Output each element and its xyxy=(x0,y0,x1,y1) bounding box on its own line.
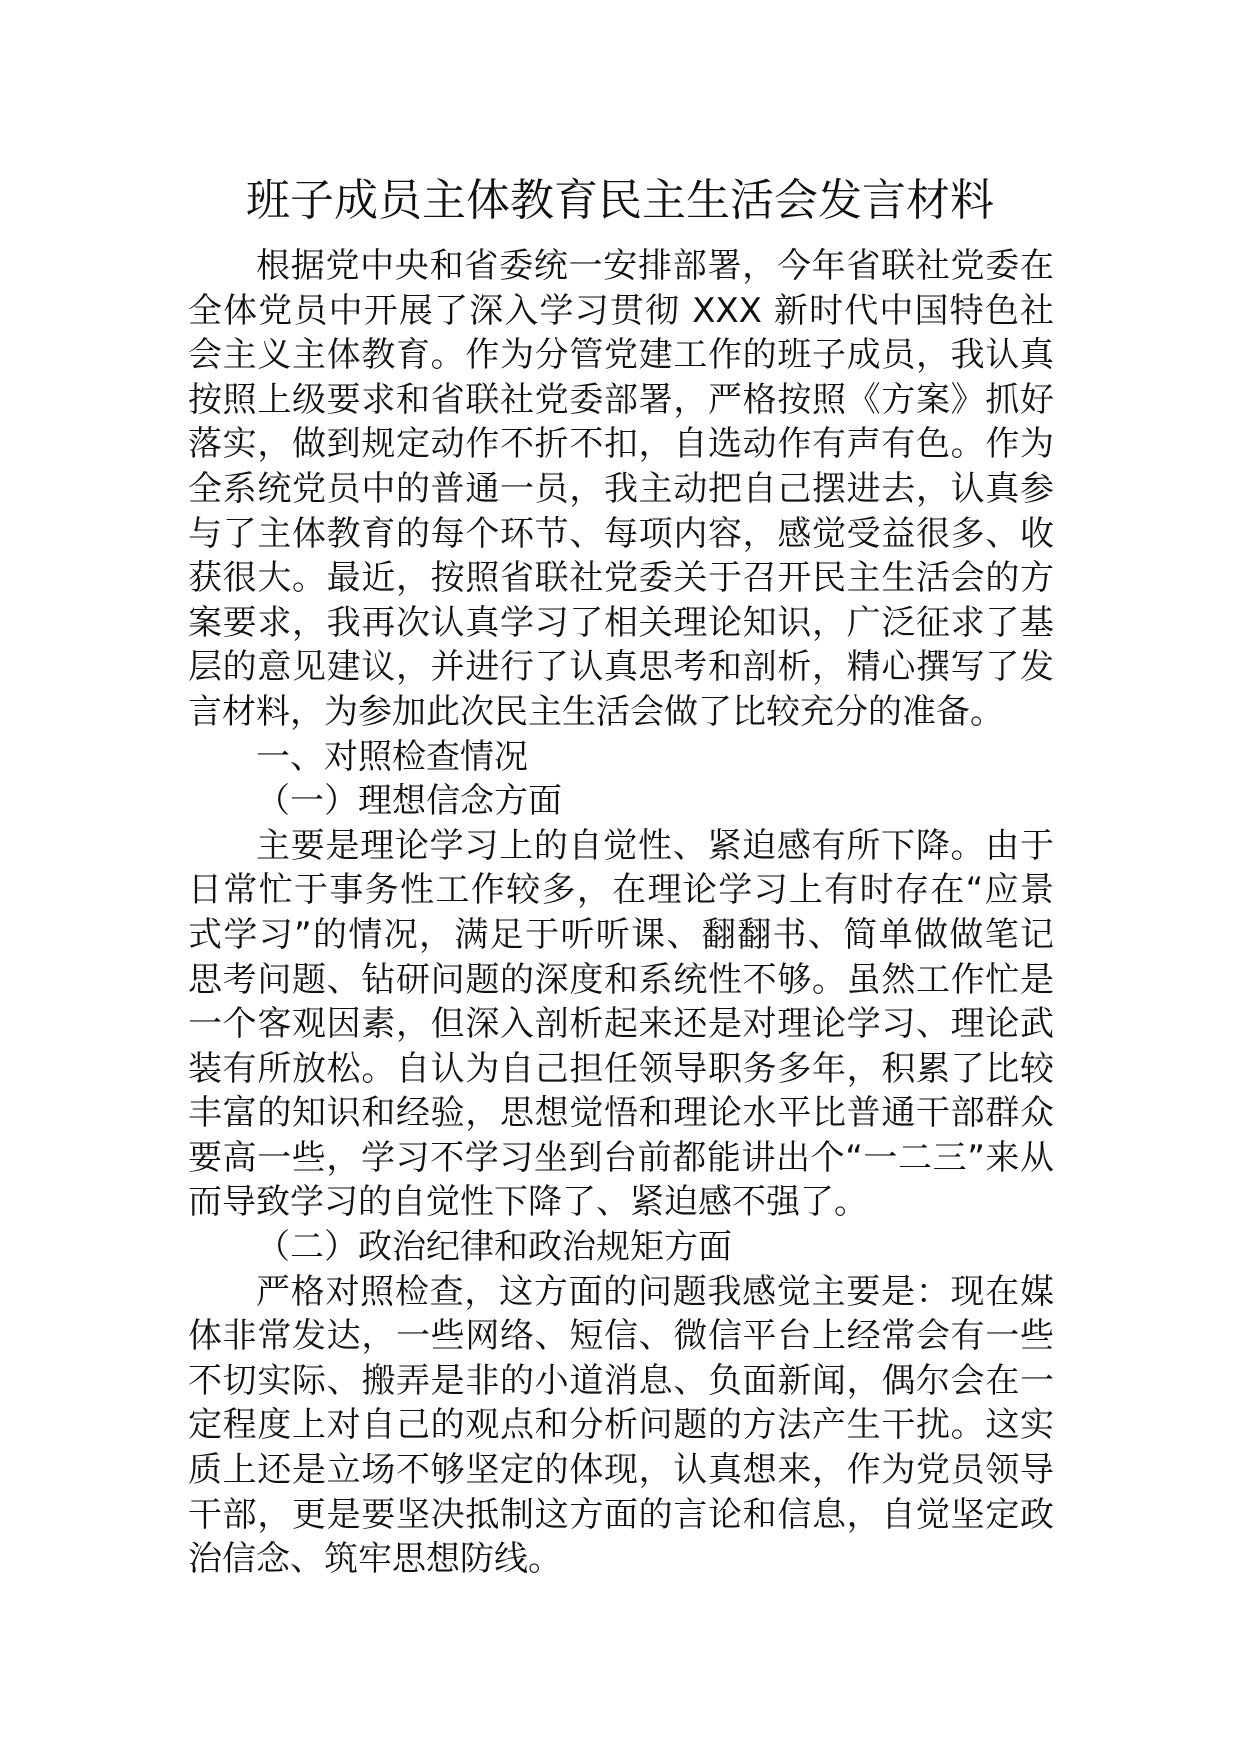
intro-paragraph: 根据党中央和省委统一安排部署，今年省联社党委在全体党员中开展了深入学习贯彻 XXX 新时代中国特色社会主义主体教育。作为分管党建工作的班子成员，我认真按照上级要求和省联社党委部署，严格按照《方案》抓好落实，做到规定动作不折不扣，自选动作有声有色。作为全系统党员中的普通一员，我主动把自己摆进去，认真参与了主体教育的每个环节、每项内容，感觉受益很多、收获很大。最近，按照省联社党委关于召开民主生活会的方案要求，我再次认真学习了相关理论知识，广泛征求了基层的意见建议，并进行了认真思考和剖析，精心撰写了发言材料，为参加此次民主生活会做了比较充分的准备。 xyxy=(188,246,1054,732)
subsection-heading: （一）理想信念方面 xyxy=(256,781,562,822)
body-paragraph: 严格对照检查，这方面的问题我感觉主要是：现在媒体非常发达，一些网络、短信、微信平台上经常会有一些不切实际、搬弄是非的小道消息、负面新闻，偶尔会在一定程度上对自己的观点和分析问题的方法产生干扰。这实质上还是立场不够坚定的体现，认真想来，作为党员领导干部，更是要坚决抵制这方面的言论和信息，自觉坚定政治信念、筑牢思想防线。 xyxy=(188,1271,1054,1580)
section-heading: 一、对照检查情况 xyxy=(256,736,528,777)
subsection-heading: （二）政治纪律和政治规矩方面 xyxy=(256,1227,732,1268)
document-body xyxy=(188,244,1054,1582)
document-title: 班子成员主体教育民主生活会发言材料 xyxy=(246,175,994,226)
body-paragraph: 主要是理论学习上的自觉性、紧迫感有所下降。由于日常忙于事务性工作较多，在理论学习上有时存在“应景式学习”的情况，满足于听听课、翻翻书、简单做做笔记思考问题、钻研问题的深度和系统性不够。虽然工作忙是一个客观因素，但深入剖析起来还是对理论学习、理论武装有所放松。自认为自己担任领导职务多年，积累了比较丰富的知识和经验，思想觉悟和理论水平比普通干部群众要高一些，学习不学习坐到台前都能讲出个“一二三”来从而导致学习的自觉性下降了、紧迫感不强了。 xyxy=(188,825,1054,1223)
